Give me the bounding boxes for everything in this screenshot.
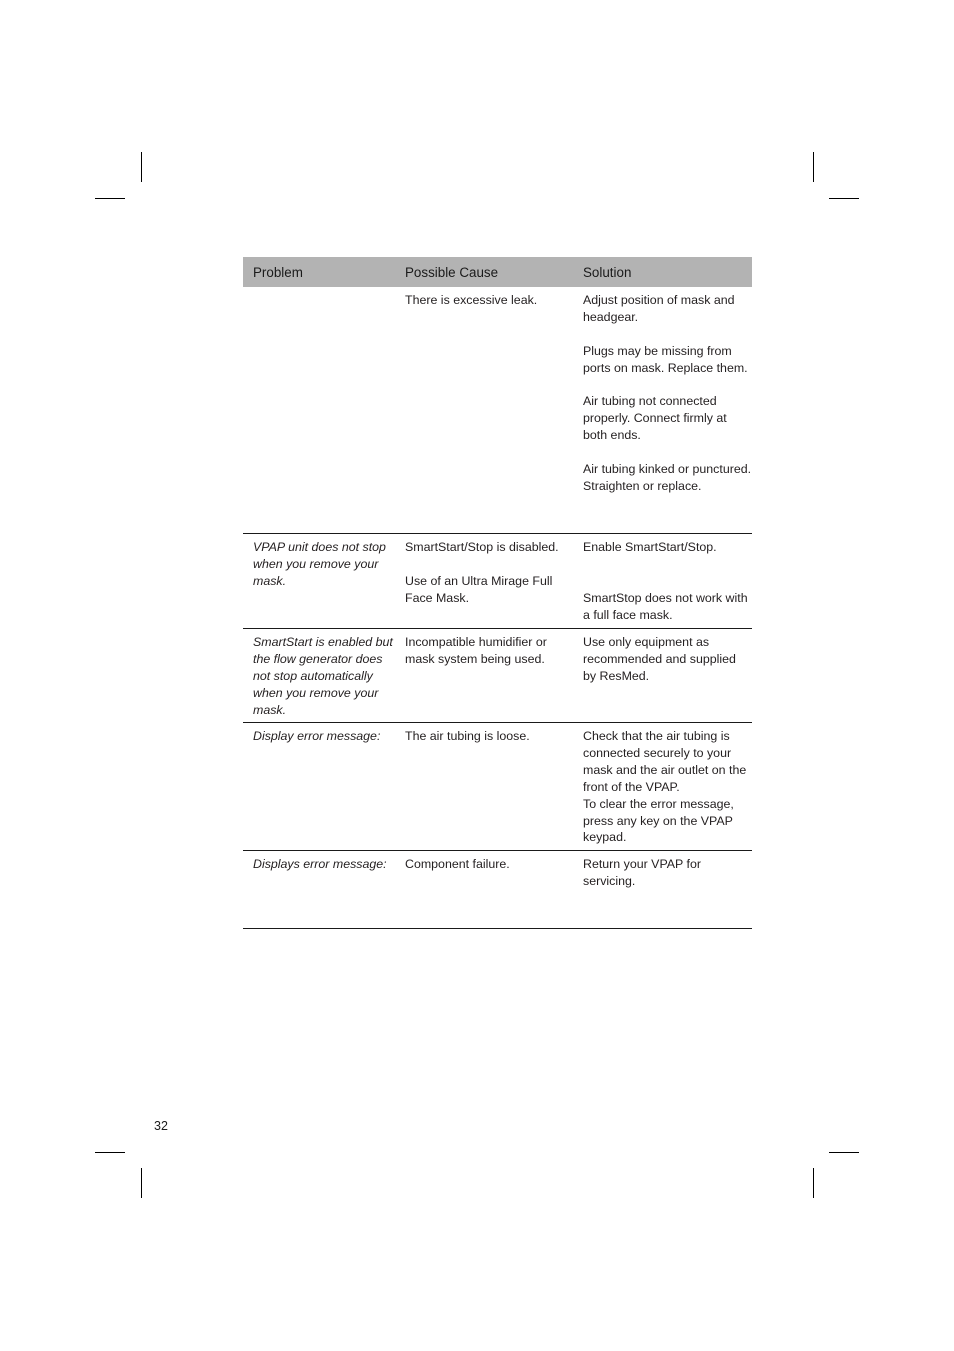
solution-text: Adjust position of mask and headgear.	[583, 293, 735, 324]
solution-text: To clear the error message, press any key on the VPAP keypad.	[583, 796, 734, 845]
cause-text: The air tubing is loose.	[405, 729, 530, 743]
problem-cell: Display error message:	[253, 729, 381, 743]
header-solution: Solution	[583, 265, 632, 280]
cause-text: SmartStart/Stop is disabled.	[405, 540, 559, 554]
table-row	[243, 534, 752, 629]
troubleshooting-table	[243, 257, 752, 929]
solution-text: Check that the air tubing is connected securely to your mask and the air outlet on the front of the VPAP.	[583, 729, 747, 794]
cause-text: Incompatible humidifier or mask system being used.	[405, 635, 547, 666]
solution-text: Air tubing kinked or punctured. Straighten or replace.	[583, 462, 752, 493]
crop-mark-top-right-vertical	[813, 152, 814, 182]
problem-cell: SmartStart is enabled but the flow generator does not stop automatically when you remove your mask.	[253, 635, 393, 717]
solution-text: Return your VPAP for servicing.	[583, 857, 701, 888]
crop-mark-top-left-vertical	[141, 152, 142, 182]
solution-cell	[573, 723, 752, 850]
solution-text: Plugs may be missing from ports on mask. Replace them.	[583, 343, 748, 375]
page-number: 32	[154, 1119, 168, 1133]
cause-cell	[395, 534, 573, 628]
table-row	[243, 287, 752, 534]
table-row	[243, 723, 752, 851]
solution-text: Use only equipment as recommended and supplied by ResMed.	[583, 635, 736, 683]
crop-mark-bottom-left-horizontal	[95, 1152, 125, 1153]
cause-text: There is excessive leak.	[405, 293, 538, 307]
crop-mark-bottom-right-horizontal	[829, 1152, 859, 1153]
problem-cell: Displays error message:	[253, 857, 387, 871]
problem-cell: VPAP unit does not stop when you remove your mask.	[253, 540, 386, 588]
crop-mark-bottom-right-vertical	[813, 1168, 814, 1198]
solution-cell	[573, 534, 752, 628]
solution-text: SmartStop does not work with a full face mask.	[583, 590, 748, 622]
cause-text: Use of an Ultra Mirage Full Face Mask.	[405, 573, 553, 605]
crop-mark-bottom-left-vertical	[141, 1168, 142, 1198]
table-row	[243, 629, 752, 723]
crop-mark-top-right-horizontal	[829, 198, 859, 199]
solution-cell	[573, 287, 752, 533]
problem-cell	[243, 287, 395, 533]
cause-cell	[395, 851, 573, 928]
crop-mark-top-left-horizontal	[95, 198, 125, 199]
solution-text: Air tubing not connected properly. Connect firmly at both ends.	[583, 394, 727, 443]
solution-cell	[573, 629, 752, 722]
cause-cell	[395, 287, 573, 533]
solution-text: Enable SmartStart/Stop.	[583, 540, 717, 554]
header-possible-cause: Possible Cause	[405, 265, 499, 280]
header-problem: Problem	[253, 265, 303, 280]
cause-cell	[395, 723, 573, 850]
table-header	[243, 257, 752, 287]
table-row	[243, 851, 752, 929]
solution-cell	[573, 851, 752, 928]
cause-text: Component failure.	[405, 857, 510, 871]
cause-cell	[395, 629, 573, 722]
